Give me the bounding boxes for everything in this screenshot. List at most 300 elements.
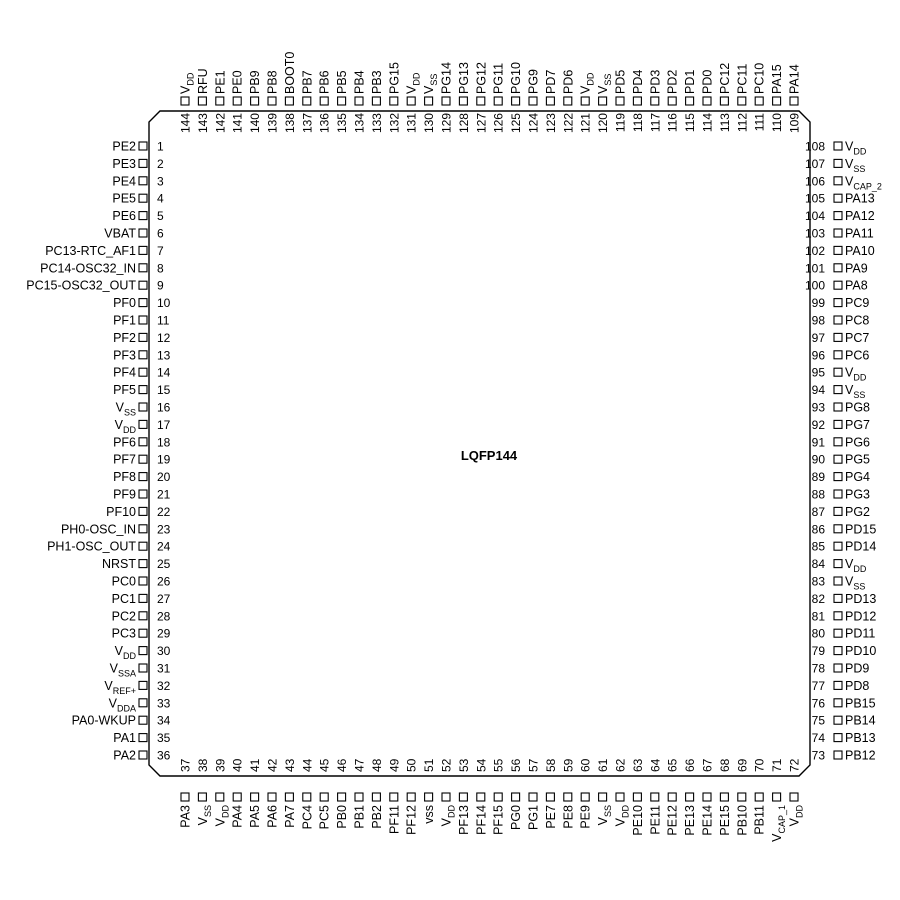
pin-pad-71 bbox=[773, 793, 781, 801]
pin-pad-101 bbox=[834, 264, 842, 272]
pin-76 bbox=[812, 696, 876, 710]
pin-label-98: PC8 bbox=[845, 313, 870, 328]
pin-pad-74 bbox=[834, 734, 842, 742]
pin-pad-80 bbox=[834, 629, 842, 637]
pin-79 bbox=[812, 644, 877, 658]
pin-label-2: PE3 bbox=[112, 156, 136, 171]
pin-15 bbox=[113, 383, 171, 397]
pin-label-76: PB15 bbox=[845, 696, 876, 711]
pin-20 bbox=[113, 470, 171, 484]
pin-label-132: PG15 bbox=[387, 62, 402, 94]
pin-pad-75 bbox=[834, 716, 842, 724]
pin-pad-81 bbox=[834, 612, 842, 620]
pin-pad-13 bbox=[139, 351, 147, 359]
pin-label-94: $V_{SS}$ bbox=[845, 383, 866, 401]
pin-pad-139 bbox=[268, 97, 276, 105]
pin-pad-44 bbox=[303, 793, 311, 801]
pin-14 bbox=[113, 366, 171, 380]
pin-number-108: 108 bbox=[804, 139, 825, 154]
pin-pad-27 bbox=[139, 594, 147, 602]
pin-74 bbox=[812, 731, 876, 745]
pin-number-131: 131 bbox=[404, 113, 419, 134]
pin-label-77: PD8 bbox=[845, 678, 870, 693]
pin-label-3: PE4 bbox=[112, 174, 136, 189]
pin-pad-37 bbox=[181, 793, 189, 801]
pin-pad-119 bbox=[616, 97, 624, 105]
pin-pad-17 bbox=[139, 420, 147, 428]
pin-number-47: 47 bbox=[352, 758, 367, 772]
pin-label-19: PF7 bbox=[113, 452, 136, 467]
pin-pad-23 bbox=[139, 525, 147, 533]
pin-label-66: PE13 bbox=[683, 805, 698, 836]
pin-label-70: PB11 bbox=[752, 805, 767, 835]
pin-number-92: 92 bbox=[811, 417, 825, 432]
pin-pad-143 bbox=[198, 97, 206, 105]
pin-pad-69 bbox=[738, 793, 746, 801]
pin-pad-126 bbox=[494, 97, 502, 105]
pin-label-9: PC15-OSC32_OUT bbox=[26, 278, 136, 293]
pin-label-131: $V_{DD}$ bbox=[404, 72, 422, 94]
pin-label-109: PA14 bbox=[787, 64, 802, 94]
pin-number-69: 69 bbox=[735, 758, 750, 772]
pin-pad-52 bbox=[442, 793, 450, 801]
pin-label-113: PC12 bbox=[717, 62, 732, 94]
pin-label-112: PC11 bbox=[735, 63, 750, 94]
pin-label-40: PA4 bbox=[230, 805, 245, 828]
pin-label-14: PF4 bbox=[113, 365, 136, 380]
pin-108 bbox=[805, 140, 867, 157]
pin-pad-90 bbox=[834, 455, 842, 463]
pin-pad-28 bbox=[139, 612, 147, 620]
pin-label-107: $V_{SS}$ bbox=[845, 156, 866, 174]
pin-pad-82 bbox=[834, 594, 842, 602]
pin-92 bbox=[812, 418, 870, 432]
pin-number-86: 86 bbox=[811, 522, 825, 537]
pin-label-143: RFU bbox=[195, 68, 210, 94]
pin-pad-84 bbox=[834, 560, 842, 568]
pin-pad-130 bbox=[425, 97, 433, 105]
pin-number-101: 101 bbox=[804, 261, 825, 276]
pin-label-138: BOOT0 bbox=[282, 51, 297, 94]
pin-label-60: PE9 bbox=[578, 805, 593, 829]
pin-number-63: 63 bbox=[630, 758, 645, 772]
pin-4 bbox=[112, 192, 164, 206]
pin-number-3: 3 bbox=[157, 174, 164, 189]
pin-81 bbox=[812, 609, 877, 623]
pin-label-18: PF6 bbox=[113, 435, 136, 450]
pin-label-33: $V_{DDA}$ bbox=[108, 696, 136, 714]
pin-pad-112 bbox=[738, 97, 746, 105]
pin-number-27: 27 bbox=[157, 591, 171, 606]
pin-pad-120 bbox=[599, 97, 607, 105]
pin-77 bbox=[812, 679, 870, 693]
pin-pad-11 bbox=[139, 316, 147, 324]
pin-pad-122 bbox=[564, 97, 572, 105]
pin-89 bbox=[812, 470, 870, 484]
pin-number-117: 117 bbox=[648, 113, 663, 133]
pin-label-32: $V_{REF+}$ bbox=[104, 678, 136, 696]
pin-label-78: PD9 bbox=[845, 661, 870, 676]
pin-127 bbox=[474, 62, 488, 133]
pin-number-35: 35 bbox=[157, 731, 171, 746]
pin-pad-54 bbox=[477, 793, 485, 801]
pin-label-59: PE8 bbox=[561, 805, 576, 829]
pin-102 bbox=[805, 244, 875, 258]
pin-label-35: PA1 bbox=[113, 731, 136, 746]
pin-number-74: 74 bbox=[811, 731, 825, 746]
pin-label-50: PF12 bbox=[404, 805, 419, 835]
pin-number-107: 107 bbox=[804, 156, 825, 171]
pin-37 bbox=[179, 758, 193, 827]
pin-label-90: PG5 bbox=[845, 452, 871, 467]
pin-number-55: 55 bbox=[491, 758, 506, 772]
pin-number-138: 138 bbox=[282, 113, 297, 134]
pin-label-105: PA13 bbox=[845, 191, 875, 206]
pin-123 bbox=[544, 70, 558, 133]
pin-pad-106 bbox=[834, 177, 842, 185]
pin-pad-78 bbox=[834, 664, 842, 672]
pin-101 bbox=[805, 261, 868, 275]
pin-27 bbox=[112, 592, 171, 606]
pin-pad-125 bbox=[512, 97, 520, 105]
pin-25 bbox=[102, 557, 171, 571]
pin-103 bbox=[805, 227, 874, 241]
pin-number-112: 112 bbox=[735, 113, 750, 133]
pin-1 bbox=[112, 140, 164, 154]
pin-number-24: 24 bbox=[157, 539, 171, 554]
pin-label-81: PD12 bbox=[845, 609, 877, 624]
pin-label-84: $V_{DD}$ bbox=[845, 557, 867, 575]
pin-number-87: 87 bbox=[811, 504, 825, 519]
pin-label-34: PA0-WKUP bbox=[71, 713, 136, 728]
pin-pad-73 bbox=[834, 751, 842, 759]
pin-53 bbox=[457, 758, 471, 835]
pin-21 bbox=[113, 488, 171, 502]
pin-40 bbox=[231, 758, 245, 827]
pin-number-102: 102 bbox=[804, 243, 825, 258]
pin-label-54: PF14 bbox=[474, 805, 489, 835]
pin-number-129: 129 bbox=[439, 113, 454, 134]
pin-number-96: 96 bbox=[811, 348, 825, 363]
pin-label-57: PG1 bbox=[526, 805, 541, 831]
pin-pad-141 bbox=[233, 97, 241, 105]
pin-98 bbox=[812, 314, 870, 328]
pin-pad-60 bbox=[581, 793, 589, 801]
pin-number-8: 8 bbox=[157, 261, 164, 276]
pin-label-7: PC13-RTC_AF1 bbox=[45, 243, 136, 258]
pin-60 bbox=[579, 758, 593, 828]
pin-label-118: PD4 bbox=[630, 69, 645, 94]
pin-pad-137 bbox=[303, 97, 311, 105]
pin-pad-104 bbox=[834, 212, 842, 220]
pin-number-105: 105 bbox=[804, 191, 825, 206]
pin-label-89: PG4 bbox=[845, 470, 871, 485]
pin-number-90: 90 bbox=[811, 452, 825, 467]
pin-label-141: PE0 bbox=[230, 70, 245, 94]
pin-51 bbox=[422, 758, 436, 823]
pin-pad-113 bbox=[720, 97, 728, 105]
pin-label-142: PE1 bbox=[213, 70, 228, 94]
pin-label-104: PA12 bbox=[845, 209, 875, 224]
pin-number-20: 20 bbox=[157, 470, 171, 485]
pin-117 bbox=[648, 70, 662, 133]
pin-pad-5 bbox=[139, 212, 147, 220]
pin-105 bbox=[805, 192, 875, 206]
pin-number-80: 80 bbox=[811, 626, 825, 641]
pin-label-101: PA9 bbox=[845, 261, 868, 276]
pin-label-21: PF9 bbox=[113, 487, 136, 502]
pin-70 bbox=[753, 758, 767, 834]
pin-label-27: PC1 bbox=[111, 591, 136, 606]
pin-number-130: 130 bbox=[422, 113, 437, 134]
pin-number-21: 21 bbox=[157, 487, 171, 502]
pin-pad-66 bbox=[686, 793, 694, 801]
pin-114 bbox=[701, 70, 715, 133]
pin-141 bbox=[231, 70, 245, 133]
pin-55 bbox=[492, 758, 506, 835]
pin-49 bbox=[387, 758, 401, 834]
pin-number-124: 124 bbox=[526, 113, 541, 134]
pin-137 bbox=[300, 70, 314, 133]
pin-129 bbox=[440, 62, 454, 133]
pin-number-83: 83 bbox=[811, 574, 825, 589]
pin-number-29: 29 bbox=[157, 626, 171, 641]
pin-number-60: 60 bbox=[578, 758, 593, 772]
pin-pad-9 bbox=[139, 281, 147, 289]
pin-number-84: 84 bbox=[811, 557, 825, 572]
pin-label-52: $V_{DD}$ bbox=[439, 805, 457, 827]
pin-number-89: 89 bbox=[811, 470, 825, 485]
pin-label-61: $V_{SS}$ bbox=[596, 805, 614, 826]
pin-number-133: 133 bbox=[369, 113, 384, 134]
pin-pad-14 bbox=[139, 368, 147, 376]
pin-label-74: PB13 bbox=[845, 731, 876, 746]
pin-pad-72 bbox=[790, 793, 798, 801]
pin-number-23: 23 bbox=[157, 522, 171, 537]
pin-pad-19 bbox=[139, 455, 147, 463]
pin-pad-83 bbox=[834, 577, 842, 585]
pin-18 bbox=[113, 435, 171, 449]
pin-66 bbox=[683, 758, 697, 835]
pin-pad-39 bbox=[216, 793, 224, 801]
pin-pad-144 bbox=[181, 97, 189, 105]
pin-number-100: 100 bbox=[804, 278, 825, 293]
pin-pad-43 bbox=[285, 793, 293, 801]
pin-pad-53 bbox=[459, 793, 467, 801]
pin-number-62: 62 bbox=[613, 758, 628, 772]
pin-13 bbox=[113, 348, 171, 362]
pin-label-133: PB3 bbox=[369, 70, 384, 94]
pin-pad-12 bbox=[139, 333, 147, 341]
chip-body bbox=[149, 111, 810, 776]
pin-label-119: PD5 bbox=[613, 69, 628, 94]
pin-number-65: 65 bbox=[665, 758, 680, 772]
pin-110 bbox=[770, 64, 784, 132]
pin-number-120: 120 bbox=[596, 113, 611, 134]
pin-pad-67 bbox=[703, 793, 711, 801]
pin-label-55: PF15 bbox=[491, 805, 506, 835]
pin-number-33: 33 bbox=[157, 696, 171, 711]
pin-58 bbox=[544, 758, 558, 828]
pin-pad-128 bbox=[459, 97, 467, 105]
pin-number-114: 114 bbox=[700, 113, 715, 133]
pin-number-70: 70 bbox=[752, 758, 767, 772]
pin-number-91: 91 bbox=[811, 435, 825, 450]
pin-label-144: $V_{DD}$ bbox=[178, 72, 196, 94]
pin-label-85: PD14 bbox=[845, 539, 877, 554]
pin-pad-96 bbox=[834, 351, 842, 359]
pin-number-54: 54 bbox=[474, 758, 489, 772]
pin-pad-30 bbox=[139, 647, 147, 655]
pin-number-16: 16 bbox=[157, 400, 171, 415]
pin-number-81: 81 bbox=[811, 609, 825, 624]
pin-number-113: 113 bbox=[717, 113, 732, 133]
pin-label-65: PE12 bbox=[665, 805, 680, 836]
pin-pad-40 bbox=[233, 793, 241, 801]
pin-26 bbox=[112, 575, 171, 589]
pin-label-82: PD13 bbox=[845, 591, 877, 606]
pin-pad-91 bbox=[834, 438, 842, 446]
pin-pad-49 bbox=[390, 793, 398, 801]
pin-pad-34 bbox=[139, 716, 147, 724]
pin-label-10: PF0 bbox=[113, 296, 136, 311]
pin-label-56: PG0 bbox=[509, 805, 524, 831]
pin-pad-7 bbox=[139, 246, 147, 254]
pin-93 bbox=[812, 401, 870, 415]
pin-88 bbox=[812, 488, 870, 502]
pin-label-125: PG10 bbox=[509, 62, 524, 94]
pin-label-114: PD0 bbox=[700, 69, 715, 94]
pin-number-50: 50 bbox=[404, 758, 419, 772]
pin-number-88: 88 bbox=[811, 487, 825, 502]
pin-pad-16 bbox=[139, 403, 147, 411]
pin-42 bbox=[266, 758, 280, 827]
pin-label-126: PG11 bbox=[491, 62, 506, 94]
pin-label-80: PD11 bbox=[845, 626, 876, 641]
pin-pad-55 bbox=[494, 793, 502, 801]
pin-pad-85 bbox=[834, 542, 842, 550]
pin-pad-135 bbox=[338, 97, 346, 105]
pin-pad-29 bbox=[139, 629, 147, 637]
pin-111 bbox=[753, 63, 767, 132]
pin-number-37: 37 bbox=[178, 758, 193, 772]
pin-28 bbox=[112, 609, 171, 623]
pin-number-13: 13 bbox=[157, 348, 171, 363]
pin-label-106: $V_{CAP\_2}$ bbox=[845, 174, 882, 192]
pin-pad-35 bbox=[139, 734, 147, 742]
pin-number-78: 78 bbox=[811, 661, 825, 676]
pin-pad-46 bbox=[338, 793, 346, 801]
pin-label-15: PF5 bbox=[113, 383, 136, 398]
pin-number-137: 137 bbox=[300, 113, 315, 134]
pin-number-125: 125 bbox=[509, 113, 524, 134]
pin-number-109: 109 bbox=[787, 113, 802, 134]
pin-35 bbox=[113, 731, 170, 745]
pin-number-5: 5 bbox=[157, 209, 164, 224]
pin-pad-62 bbox=[616, 793, 624, 801]
pin-87 bbox=[812, 505, 870, 519]
pin-pad-118 bbox=[633, 97, 641, 105]
pin-pad-10 bbox=[139, 299, 147, 307]
pin-pad-18 bbox=[139, 438, 147, 446]
pin-86 bbox=[812, 522, 877, 536]
pin-125 bbox=[509, 62, 523, 133]
pin-pad-24 bbox=[139, 542, 147, 550]
pin-pad-105 bbox=[834, 194, 842, 202]
pin-7 bbox=[45, 244, 164, 258]
pin-pad-94 bbox=[834, 386, 842, 394]
pin-number-134: 134 bbox=[352, 113, 367, 134]
pin-126 bbox=[492, 63, 506, 133]
pin-label-41: PA5 bbox=[248, 805, 263, 828]
pin-124 bbox=[527, 69, 541, 133]
pin-label-108: $V_{DD}$ bbox=[845, 139, 867, 157]
pin-label-120: $V_{SS}$ bbox=[596, 73, 614, 94]
pin-number-99: 99 bbox=[811, 296, 825, 311]
pin-label-87: PG2 bbox=[845, 504, 871, 519]
pin-label-128: PG13 bbox=[456, 62, 471, 94]
pin-pad-117 bbox=[651, 97, 659, 105]
pin-pad-50 bbox=[407, 793, 415, 801]
pin-label-39: $V_{DD}$ bbox=[213, 805, 231, 827]
pin-115 bbox=[683, 70, 697, 133]
pin-label-4: PE5 bbox=[112, 191, 136, 206]
pin-number-44: 44 bbox=[300, 758, 315, 772]
pin-pad-86 bbox=[834, 525, 842, 533]
pin-46 bbox=[335, 758, 349, 828]
pin-number-19: 19 bbox=[157, 452, 171, 467]
pin-63 bbox=[631, 758, 645, 835]
pin-pad-100 bbox=[834, 281, 842, 289]
pin-number-122: 122 bbox=[561, 113, 576, 134]
pin-number-57: 57 bbox=[526, 758, 541, 772]
pin-label-72: $V_{DD}$ bbox=[787, 805, 805, 827]
pin-number-56: 56 bbox=[509, 758, 524, 772]
pin-78 bbox=[812, 662, 870, 676]
pin-75 bbox=[812, 714, 876, 728]
pin-label-38: $V_{SS}$ bbox=[195, 805, 213, 826]
pin-pad-41 bbox=[251, 793, 259, 801]
pin-number-103: 103 bbox=[804, 226, 825, 241]
pin-number-136: 136 bbox=[317, 113, 332, 134]
pin-number-68: 68 bbox=[717, 758, 732, 772]
pin-number-18: 18 bbox=[157, 435, 171, 450]
pin-label-124: PG9 bbox=[526, 68, 541, 94]
pin-pad-64 bbox=[651, 793, 659, 801]
pin-number-7: 7 bbox=[157, 243, 164, 258]
pin-number-94: 94 bbox=[811, 383, 825, 398]
pin-label-135: PB5 bbox=[335, 70, 350, 94]
pin-pad-58 bbox=[546, 793, 554, 801]
pin-pad-124 bbox=[529, 97, 537, 105]
pin-pad-8 bbox=[139, 264, 147, 272]
pin-label-102: PA10 bbox=[845, 243, 875, 258]
pin-label-117: PD3 bbox=[648, 69, 663, 94]
pin-9 bbox=[26, 279, 164, 293]
pin-label-88: PG3 bbox=[845, 487, 871, 502]
pin-pad-131 bbox=[407, 97, 415, 105]
pin-label-48: PB2 bbox=[369, 805, 384, 829]
pin-label-31: $V_{SSA}$ bbox=[109, 661, 136, 679]
pin-number-104: 104 bbox=[804, 209, 825, 224]
pin-number-142: 142 bbox=[213, 113, 228, 134]
pin-41 bbox=[248, 758, 262, 827]
pin-pad-116 bbox=[668, 97, 676, 105]
pin-pad-99 bbox=[834, 299, 842, 307]
pin-67 bbox=[701, 758, 715, 835]
pin-number-77: 77 bbox=[811, 678, 825, 693]
pin-number-4: 4 bbox=[157, 191, 164, 206]
